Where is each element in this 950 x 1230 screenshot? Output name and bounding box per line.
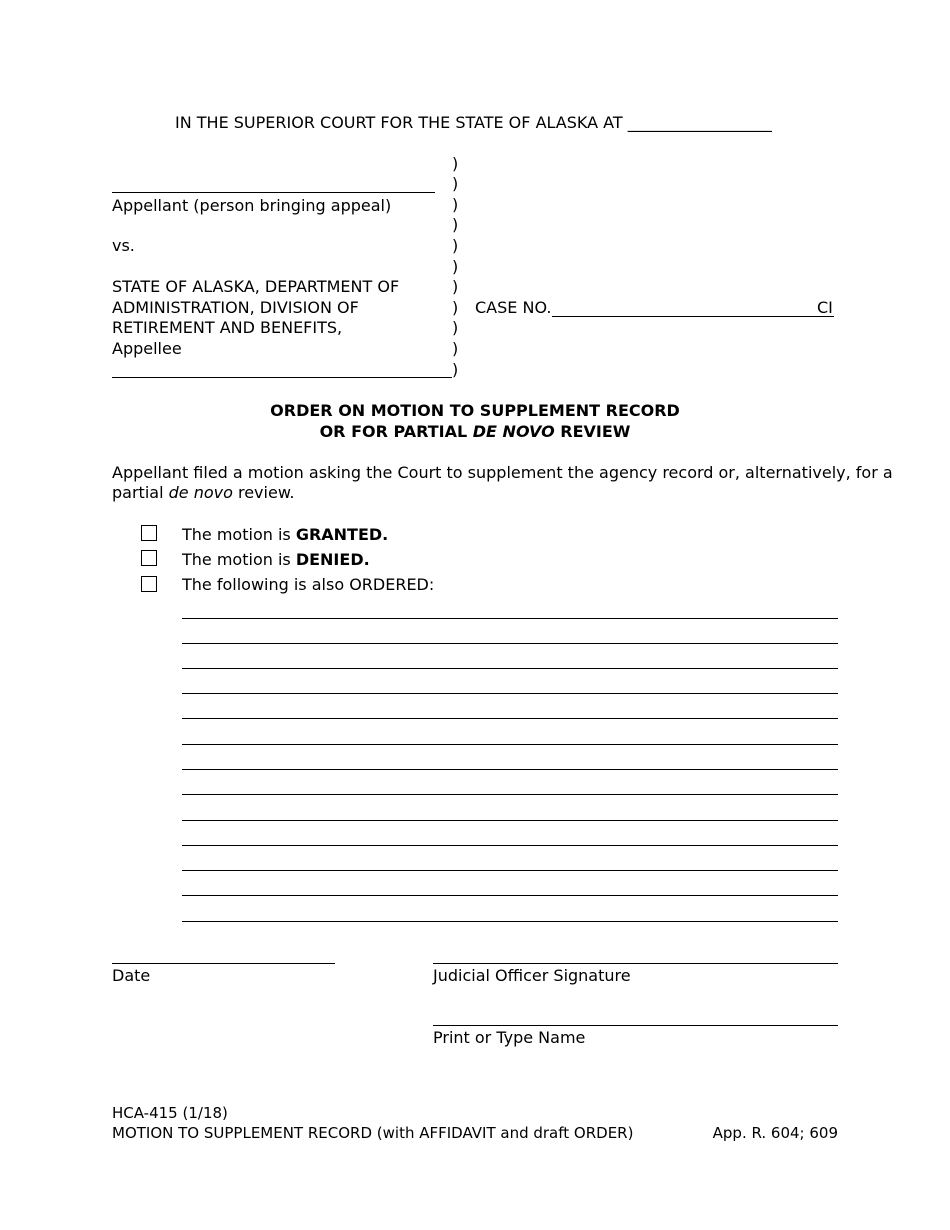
caption-paren: ) bbox=[452, 339, 459, 358]
body-line2-post: review. bbox=[237, 483, 295, 502]
judge-signature-label: Judicial Officer Signature bbox=[433, 966, 631, 985]
judge-signature-line[interactable] bbox=[433, 963, 838, 964]
caption-paren: ) bbox=[452, 277, 459, 296]
caption-paren: ) bbox=[452, 154, 459, 173]
date-line[interactable] bbox=[112, 963, 335, 964]
option-granted bbox=[182, 525, 388, 545]
also-ordered-checkbox[interactable] bbox=[141, 576, 157, 592]
vs-label: vs. bbox=[112, 236, 135, 255]
title-line2-italic: DE NOVO bbox=[472, 422, 555, 441]
order-line[interactable] bbox=[182, 693, 838, 694]
date-label: Date bbox=[112, 966, 151, 985]
case-no-label: CASE NO. bbox=[475, 298, 552, 317]
granted-checkbox[interactable] bbox=[141, 525, 157, 541]
case-no-suffix: CI bbox=[817, 298, 833, 317]
title-line2-post: REVIEW bbox=[560, 422, 631, 441]
option-granted-prefix: The motion is bbox=[182, 525, 291, 544]
order-line[interactable] bbox=[182, 744, 838, 745]
appellant-name-line[interactable] bbox=[112, 192, 435, 193]
form-title: MOTION TO SUPPLEMENT RECORD (with AFFIDAVIT and draft ORDER) bbox=[112, 1124, 634, 1142]
caption-paren: ) bbox=[452, 174, 459, 193]
body-line-1: Appellant filed a motion asking the Court to supplement the agency record or, alternatively, for a bbox=[112, 463, 893, 482]
order-line[interactable] bbox=[182, 895, 838, 896]
form-code: HCA-415 (1/18) bbox=[112, 1104, 228, 1122]
caption-paren: ) bbox=[452, 215, 459, 234]
appellee-line-3: RETIREMENT AND BENEFITS, bbox=[112, 318, 343, 337]
order-title-line-1: ORDER ON MOTION TO SUPPLEMENT RECORD bbox=[270, 401, 680, 420]
case-no-field[interactable] bbox=[552, 316, 834, 317]
caption-paren: ) bbox=[452, 360, 459, 379]
order-line[interactable] bbox=[182, 718, 838, 719]
print-name-line[interactable] bbox=[433, 1025, 838, 1026]
order-title-line-2 bbox=[0, 422, 950, 442]
order-line[interactable] bbox=[182, 769, 838, 770]
caption-paren: ) bbox=[452, 257, 459, 276]
rule-reference: App. R. 604; 609 bbox=[712, 1124, 838, 1142]
appellee-line-4: Appellee bbox=[112, 339, 182, 358]
appellee-line-1: STATE OF ALASKA, DEPARTMENT OF bbox=[112, 277, 400, 296]
court-location-blank[interactable]: __________________ bbox=[627, 113, 772, 132]
court-heading bbox=[175, 113, 772, 133]
appellee-line-2: ADMINISTRATION, DIVISION OF bbox=[112, 298, 359, 317]
court-heading-text: IN THE SUPERIOR COURT FOR THE STATE OF ALASKA AT bbox=[175, 113, 623, 132]
order-line[interactable] bbox=[182, 794, 838, 795]
order-line[interactable] bbox=[182, 870, 838, 871]
order-line[interactable] bbox=[182, 921, 838, 922]
order-line[interactable] bbox=[182, 845, 838, 846]
body-line2-italic: de novo bbox=[168, 483, 233, 502]
title-line2-pre: OR FOR PARTIAL bbox=[319, 422, 468, 441]
caption-paren: ) bbox=[452, 195, 459, 214]
caption-paren: ) bbox=[452, 318, 459, 337]
denied-checkbox[interactable] bbox=[141, 550, 157, 566]
option-granted-bold: GRANTED. bbox=[295, 525, 389, 544]
caption-paren: ) bbox=[452, 298, 459, 317]
body-line-2 bbox=[112, 483, 295, 503]
appellant-label: Appellant (person bringing appeal) bbox=[112, 196, 392, 215]
print-name-label: Print or Type Name bbox=[433, 1028, 586, 1047]
order-line[interactable] bbox=[182, 618, 838, 619]
body-line2-pre: partial bbox=[112, 483, 164, 502]
caption-bottom-line bbox=[112, 377, 452, 378]
caption-paren: ) bbox=[452, 236, 459, 255]
order-line[interactable] bbox=[182, 643, 838, 644]
option-denied-bold: DENIED. bbox=[295, 550, 370, 569]
order-line[interactable] bbox=[182, 668, 838, 669]
option-denied-prefix: The motion is bbox=[182, 550, 291, 569]
option-denied bbox=[182, 550, 370, 570]
order-line[interactable] bbox=[182, 820, 838, 821]
option-also-ordered: The following is also ORDERED: bbox=[182, 575, 435, 594]
